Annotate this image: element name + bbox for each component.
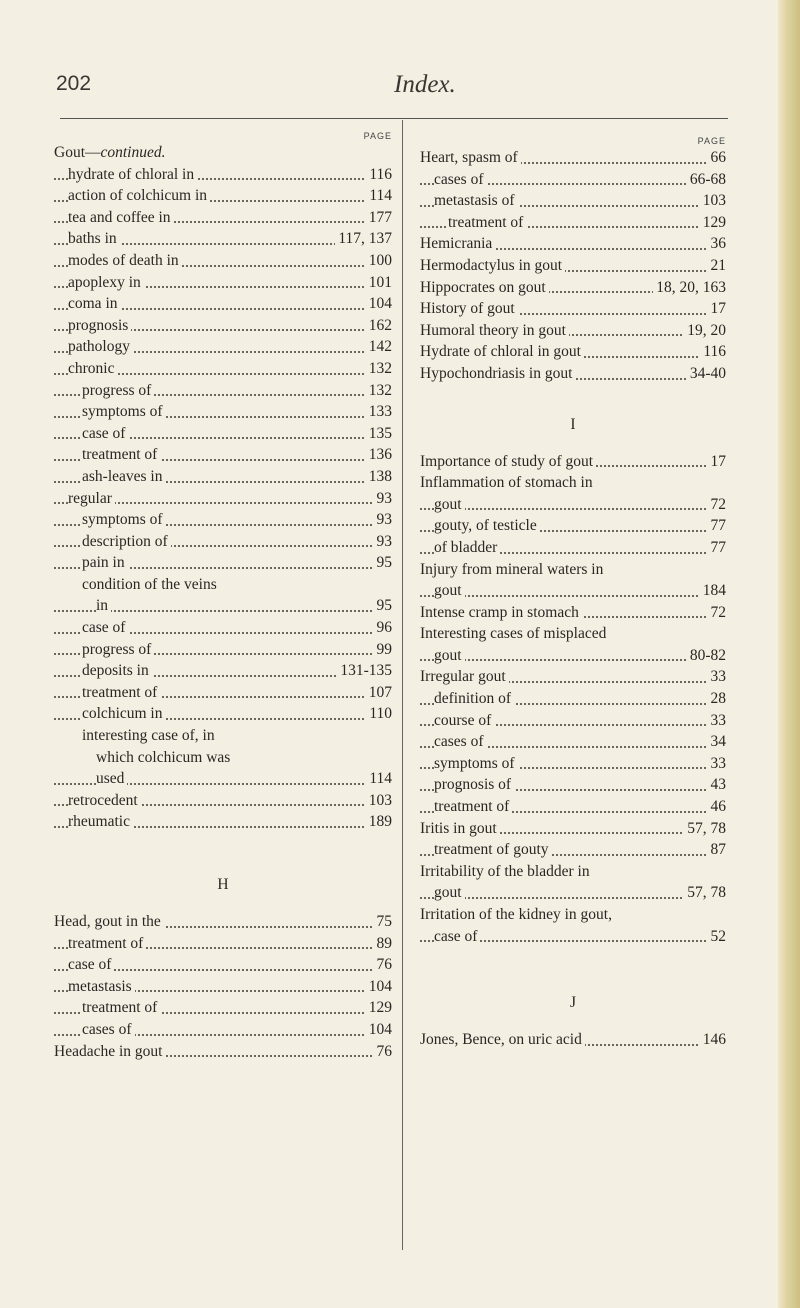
index-page-ref: 114	[366, 768, 392, 790]
index-entry	[54, 444, 392, 466]
index-entry	[54, 293, 392, 315]
index-term: apoplexy in	[68, 274, 144, 291]
index-entry	[54, 358, 392, 380]
index-term: treatment of	[82, 446, 160, 463]
index-page-ref: 146	[700, 1029, 726, 1051]
index-term: deposits in	[82, 662, 152, 679]
index-page-ref: 93	[374, 488, 393, 510]
index-entry	[54, 466, 392, 488]
index-entry	[420, 363, 726, 385]
entry-list-h-cont	[420, 147, 726, 385]
index-entry	[54, 725, 392, 747]
heading-text: Gout—	[54, 144, 101, 161]
index-entry	[420, 494, 726, 516]
index-term: Interesting cases of misplaced	[420, 625, 609, 642]
index-page-ref: 184	[700, 580, 726, 602]
index-entry	[54, 207, 392, 229]
index-entry	[54, 228, 392, 250]
index-term: baths in	[68, 230, 120, 247]
index-term: prognosis	[68, 317, 131, 334]
index-term: which colchicum was	[96, 749, 233, 766]
page-edge	[778, 0, 800, 1308]
page-number: 202	[56, 72, 92, 95]
index-term: gout	[434, 496, 465, 513]
index-entry	[54, 747, 392, 769]
index-term: colchicum in	[82, 705, 166, 722]
index-term: treatment of	[82, 684, 160, 701]
index-term: Importance of study of gout	[420, 453, 596, 470]
page-column-label: PAGE	[363, 131, 392, 141]
entry-list-g	[54, 164, 392, 833]
index-term: regular	[68, 490, 115, 507]
index-term: case of	[82, 425, 128, 442]
index-page-ref: 17	[708, 298, 727, 320]
index-page-ref: 75	[374, 911, 393, 933]
page-header	[56, 72, 736, 112]
index-entry	[54, 1041, 392, 1063]
index-entry	[54, 250, 392, 272]
index-entry	[54, 336, 392, 358]
index-term: gout	[434, 884, 465, 901]
letter-heading-h: H	[217, 876, 229, 893]
letter-heading-j: J	[569, 994, 577, 1012]
index-entry	[54, 380, 392, 402]
index-entry	[420, 753, 726, 775]
index-page-ref: 19, 20	[684, 320, 726, 342]
section-heading	[54, 142, 392, 164]
index-page-ref: 116	[700, 341, 726, 363]
index-term: treatment of	[82, 999, 160, 1016]
index-entry	[54, 933, 392, 955]
index-page-ref: 99	[374, 639, 393, 661]
index-page-ref: 34	[708, 731, 727, 753]
index-term: cases of	[82, 1021, 135, 1038]
index-term: hydrate of chloral in	[68, 166, 197, 183]
index-page-ref: 28	[708, 688, 727, 710]
index-entry	[420, 623, 726, 645]
index-page-ref: 17	[708, 451, 727, 473]
index-term: case of	[434, 928, 480, 945]
index-term: coma in	[68, 295, 121, 312]
index-page-ref: 72	[708, 494, 727, 516]
index-page-ref: 104	[366, 1019, 392, 1041]
index-entry	[54, 954, 392, 976]
left-column	[54, 130, 392, 1062]
index-page-ref: 129	[366, 997, 392, 1019]
index-term: Hypochondriasis in gout	[420, 365, 575, 382]
index-page-ref: 77	[708, 537, 727, 559]
index-term: Hippocrates on gout	[420, 279, 549, 296]
index-entry	[420, 688, 726, 710]
index-term: tea and coffee in	[68, 209, 174, 226]
index-term: gouty, of testicle	[434, 517, 540, 534]
index-entry	[54, 790, 392, 812]
index-term: used	[96, 770, 127, 787]
index-page-ref: 95	[374, 595, 393, 617]
index-term: metastasis of	[434, 192, 518, 209]
index-term: condition of the veins	[82, 576, 220, 593]
index-entry	[420, 169, 726, 191]
index-term: action of colchicum in	[68, 187, 210, 204]
index-term: chronic	[68, 360, 117, 377]
letter-heading-i: I	[570, 415, 576, 433]
index-page-ref: 114	[366, 185, 392, 207]
index-entry	[420, 559, 726, 581]
index-page-ref: 177	[366, 207, 392, 229]
index-entry	[420, 341, 726, 363]
index-page-ref: 66-68	[687, 169, 726, 191]
index-page-ref: 132	[366, 358, 392, 380]
index-term: modes of death in	[68, 252, 182, 269]
index-entry	[420, 255, 726, 277]
entry-list-h	[54, 911, 392, 1062]
index-entry	[54, 509, 392, 531]
index-entry	[420, 451, 726, 473]
index-entry	[420, 796, 726, 818]
index-term: Inflammation of stomach in	[420, 474, 596, 491]
index-entry	[54, 639, 392, 661]
index-term: symptoms of	[434, 755, 518, 772]
entry-list-i	[420, 451, 726, 948]
index-page-ref: 76	[374, 954, 393, 976]
index-entry	[420, 320, 726, 342]
index-entry	[420, 818, 726, 840]
index-term: interesting case of, in	[82, 727, 218, 744]
index-term: Hemicrania	[420, 235, 495, 252]
index-page-ref: 133	[366, 401, 392, 423]
index-term: Humoral theory in gout	[420, 322, 569, 339]
index-term: definition of	[434, 690, 514, 707]
index-term: description of	[82, 533, 171, 550]
right-column	[420, 130, 726, 1051]
index-term: Heart, spasm of	[420, 149, 521, 166]
index-term: in	[96, 597, 111, 614]
column-divider	[402, 120, 403, 1250]
index-entry	[420, 190, 726, 212]
index-page-ref: 93	[374, 531, 393, 553]
index-page-ref: 129	[700, 212, 726, 234]
index-term: pain in	[82, 554, 128, 571]
index-page-ref: 100	[366, 250, 392, 272]
index-term: symptoms of	[82, 511, 166, 528]
index-entry	[54, 401, 392, 423]
index-entry	[420, 774, 726, 796]
index-page-ref: 77	[708, 515, 727, 537]
index-entry	[420, 147, 726, 169]
index-page-ref: 66	[708, 147, 727, 169]
index-page-ref: 96	[374, 617, 393, 639]
index-page-ref: 135	[366, 423, 392, 445]
index-term: Head, gout in the	[54, 913, 164, 930]
index-entry	[420, 515, 726, 537]
index-page-ref: 93	[374, 509, 393, 531]
index-page-ref: 107	[366, 682, 392, 704]
index-page-ref: 72	[708, 602, 727, 624]
index-term: Headache in gout	[54, 1043, 165, 1060]
index-entry	[420, 1029, 726, 1051]
index-term: of bladder	[434, 539, 500, 556]
index-term: gout	[434, 582, 465, 599]
index-page-ref: 33	[708, 666, 727, 688]
index-page-ref: 80-82	[687, 645, 726, 667]
index-page-ref: 101	[366, 272, 392, 294]
index-entry	[420, 904, 726, 926]
index-term: symptoms of	[82, 403, 166, 420]
index-entry	[420, 710, 726, 732]
leader-dots	[420, 897, 726, 899]
entry-list-j	[420, 1029, 726, 1051]
header-rule	[60, 118, 728, 119]
index-entry	[420, 277, 726, 299]
index-term: Irregular gout	[420, 668, 509, 685]
index-page-ref: 142	[366, 336, 392, 358]
index-page-ref: 57, 78	[684, 818, 726, 840]
index-page-ref: 52	[708, 926, 727, 948]
leader-dots	[420, 595, 726, 597]
index-page-ref: 36	[708, 233, 727, 255]
index-entry	[420, 882, 726, 904]
heading-continued: continued.	[100, 144, 166, 161]
index-entry	[54, 768, 392, 790]
index-entry	[54, 488, 392, 510]
index-page-ref: 33	[708, 710, 727, 732]
index-page-ref: 138	[366, 466, 392, 488]
index-term: Iritis in gout	[420, 820, 500, 837]
index-term: metastasis	[68, 978, 135, 995]
index-entry	[420, 861, 726, 883]
index-term: treatment of	[434, 798, 512, 815]
index-term: Hydrate of chloral in gout	[420, 343, 584, 360]
index-term: course of	[434, 712, 494, 729]
index-term: progress of	[82, 641, 154, 658]
index-page-ref: 104	[366, 293, 392, 315]
index-entry	[54, 531, 392, 553]
index-entry	[420, 472, 726, 494]
index-entry	[420, 580, 726, 602]
index-entry	[420, 233, 726, 255]
index-page-ref: 136	[366, 444, 392, 466]
index-term: retrocedent	[68, 792, 141, 809]
index-page-ref: 76	[374, 1041, 393, 1063]
index-term: Injury from mineral waters in	[420, 561, 606, 578]
index-page-ref: 104	[366, 976, 392, 998]
index-term: ash-leaves in	[82, 468, 165, 485]
index-entry	[54, 703, 392, 725]
index-page-ref: 89	[374, 933, 393, 955]
index-entry	[54, 1019, 392, 1041]
index-page-ref: 18, 20, 163	[653, 277, 726, 299]
index-entry	[54, 185, 392, 207]
index-term: prognosis of	[434, 776, 514, 793]
index-entry	[54, 164, 392, 186]
index-term: pathology	[68, 338, 133, 355]
index-page-ref: 110	[366, 703, 392, 725]
index-entry	[54, 660, 392, 682]
index-term: cases of	[434, 733, 487, 750]
index-entry	[420, 298, 726, 320]
index-page-ref: 131-135	[337, 660, 392, 682]
index-entry	[54, 574, 392, 596]
index-page-ref: 57, 78	[684, 882, 726, 904]
index-entry	[420, 926, 726, 948]
index-page-ref: 189	[366, 811, 392, 833]
index-entry	[54, 617, 392, 639]
index-entry	[420, 602, 726, 624]
page-column-label: PAGE	[697, 136, 726, 146]
index-term: Intense cramp in stomach	[420, 604, 582, 621]
index-entry	[420, 212, 726, 234]
index-entry	[54, 315, 392, 337]
index-entry	[54, 423, 392, 445]
index-term: Hermodactylus in gout	[420, 257, 565, 274]
index-entry	[420, 839, 726, 861]
index-term: rheumatic	[68, 813, 133, 830]
index-page-ref: 116	[366, 164, 392, 186]
index-page-ref: 117, 137	[335, 228, 392, 250]
index-entry	[54, 272, 392, 294]
running-title: Index.	[394, 71, 456, 98]
index-entry	[420, 666, 726, 688]
index-entry	[54, 682, 392, 704]
index-term: Jones, Bence, on uric acid	[420, 1031, 585, 1048]
index-page-ref: 103	[366, 790, 392, 812]
index-term: gout	[434, 647, 465, 664]
index-term: treatment of	[68, 935, 146, 952]
index-page-ref: 162	[366, 315, 392, 337]
index-entry	[54, 595, 392, 617]
index-page-ref: 33	[708, 753, 727, 775]
index-page-ref: 46	[708, 796, 727, 818]
index-term: treatment of	[448, 214, 526, 231]
index-page-ref: 87	[708, 839, 727, 861]
leader-dots	[420, 508, 726, 510]
index-term: History of gout	[420, 300, 518, 317]
index-term: case of	[82, 619, 128, 636]
index-page-ref: 34-40	[687, 363, 726, 385]
index-page-ref: 132	[366, 380, 392, 402]
leader-dots	[420, 659, 726, 661]
index-entry	[420, 731, 726, 753]
index-entry	[54, 552, 392, 574]
index-term: Irritability of the bladder in	[420, 863, 593, 880]
index-term: treatment of gouty	[434, 841, 552, 858]
index-term: cases of	[434, 171, 487, 188]
index-entry	[420, 537, 726, 559]
index-page-ref: 21	[708, 255, 727, 277]
index-entry	[54, 911, 392, 933]
index-page-ref: 95	[374, 552, 393, 574]
index-term: Irritation of the kidney in gout,	[420, 906, 615, 923]
index-page-ref: 43	[708, 774, 727, 796]
index-term: progress of	[82, 382, 154, 399]
index-term: case of	[68, 956, 114, 973]
index-page-ref: 103	[700, 190, 726, 212]
index-entry	[54, 811, 392, 833]
index-entry	[54, 976, 392, 998]
index-entry	[420, 645, 726, 667]
index-entry	[54, 997, 392, 1019]
